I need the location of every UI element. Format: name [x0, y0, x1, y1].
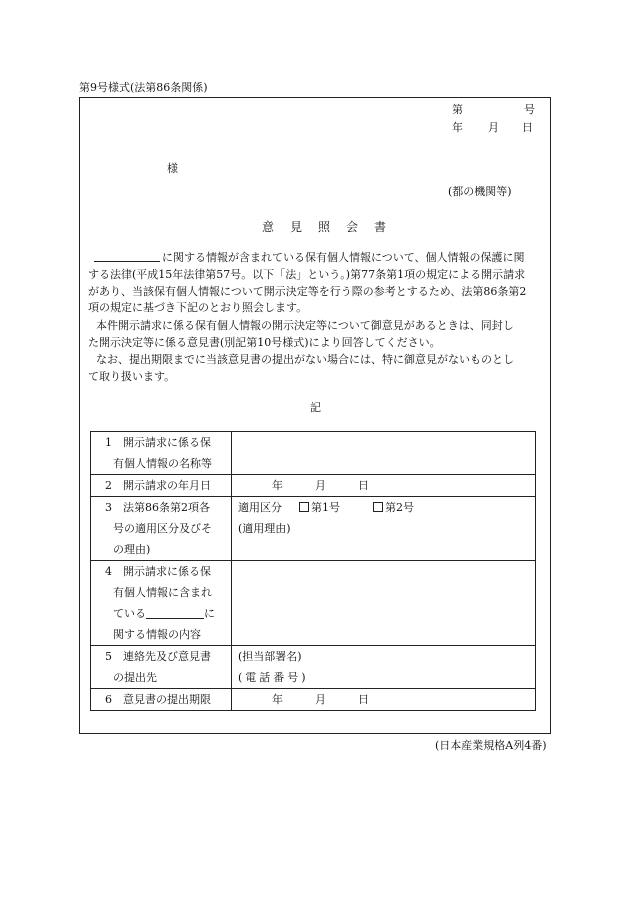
label-text: 5 連絡先及び意見書 [105, 650, 211, 663]
row-content[interactable] [232, 561, 536, 646]
date-month: 月 [315, 693, 326, 706]
addressee-suffix: 様 [167, 162, 178, 175]
body-text: 本件開示請求に係る保有個人情報の開示決定等について御意見があるときは、同封し [96, 319, 514, 332]
body-paragraph-2 [88, 318, 558, 352]
body-paragraph-1 [88, 250, 558, 317]
label-text: 関する情報の内容 [113, 628, 201, 641]
category-label: 適用区分 [238, 501, 282, 514]
label-text: の提出先 [113, 671, 157, 684]
label-text: 有個人情報の名称等 [113, 457, 212, 470]
date-year: 年 [272, 479, 283, 492]
row-label [91, 561, 232, 646]
table-row [91, 432, 536, 475]
table-row [91, 561, 536, 646]
dept-label: (担当部署名) [238, 650, 302, 663]
table-row [91, 689, 536, 711]
body-text: て取り扱います。 [88, 369, 176, 383]
body-text: する法律(平成15年法律第57号。以下「法」という。)第77条第1項の規定による開示請求 [88, 267, 526, 281]
row-content[interactable] [232, 497, 536, 561]
row-label [91, 497, 232, 561]
label-text: 4 開示請求に係る保 [105, 565, 211, 578]
table-row [91, 646, 536, 689]
label-text: 1 開示請求に係る保 [105, 436, 211, 449]
label-text: 6 意見書の提出期限 [105, 693, 211, 706]
label-text: の理由) [113, 543, 151, 556]
table-row [91, 497, 536, 561]
date-year: 年 [272, 693, 283, 706]
footer-note: (日本産業規格A列4番) [435, 739, 547, 752]
body-text: た開示決定等に係る意見書(別記第10号様式)により回答してください。 [88, 335, 441, 349]
sender-label: (都の機関等) [448, 185, 512, 198]
table-row [91, 475, 536, 497]
items-table [90, 431, 536, 711]
option1-label: 第1号 [311, 501, 340, 514]
row-label [91, 689, 232, 711]
body-text: 項の規定に基づき下記のとおり照会します。 [88, 301, 308, 315]
date-month: 月 [315, 479, 326, 492]
option1-checkbox[interactable] [299, 502, 309, 512]
row-content[interactable] [232, 432, 536, 475]
doc-no-suffix: 号 [524, 103, 535, 116]
reason-label: (適用理由) [238, 522, 291, 535]
label-text: 2 開示請求の年月日 [105, 479, 211, 492]
date-day: 日 [358, 693, 369, 706]
blank-subject-line [146, 607, 204, 619]
date-day: 日 [522, 121, 533, 134]
label-text: に [204, 607, 215, 620]
row-content[interactable] [232, 646, 536, 689]
label-text: ている [113, 607, 146, 620]
label-text: 3 法第86条第2項各 [105, 501, 210, 514]
label-text: 有個人情報に含まれ [113, 586, 212, 599]
form-number: 第9号様式(法第86条関係) [79, 81, 208, 94]
date-day: 日 [358, 479, 369, 492]
body-text: なお、提出期限までに当該意見書の提出がない場合には、特に御意見がないものとし [96, 353, 514, 366]
row-label [91, 432, 232, 475]
row-label [91, 475, 232, 497]
ki-heading: 記 [310, 401, 321, 414]
option2-label: 第2号 [385, 501, 414, 514]
label-text: 号の適用区分及びそ [113, 522, 212, 535]
phone-label: (電話番号) [238, 671, 309, 684]
page-title: 意見照会書 [262, 220, 403, 234]
row-label [91, 646, 232, 689]
date-year: 年 [452, 121, 463, 134]
option2-checkbox[interactable] [373, 502, 383, 512]
blank-subject-line [94, 251, 160, 262]
body-paragraph-3 [88, 352, 558, 386]
date-month: 月 [488, 121, 499, 134]
row-content[interactable] [232, 689, 536, 711]
body-text: に関する情報が含まれている保有個人情報について、個人情報の保護に関 [162, 251, 525, 264]
body-text: があり、当該保有個人情報について開示決定等を行う際の参考とするため、法第86条第2 [88, 284, 527, 298]
doc-no-prefix: 第 [452, 103, 463, 116]
row-content[interactable] [232, 475, 536, 497]
